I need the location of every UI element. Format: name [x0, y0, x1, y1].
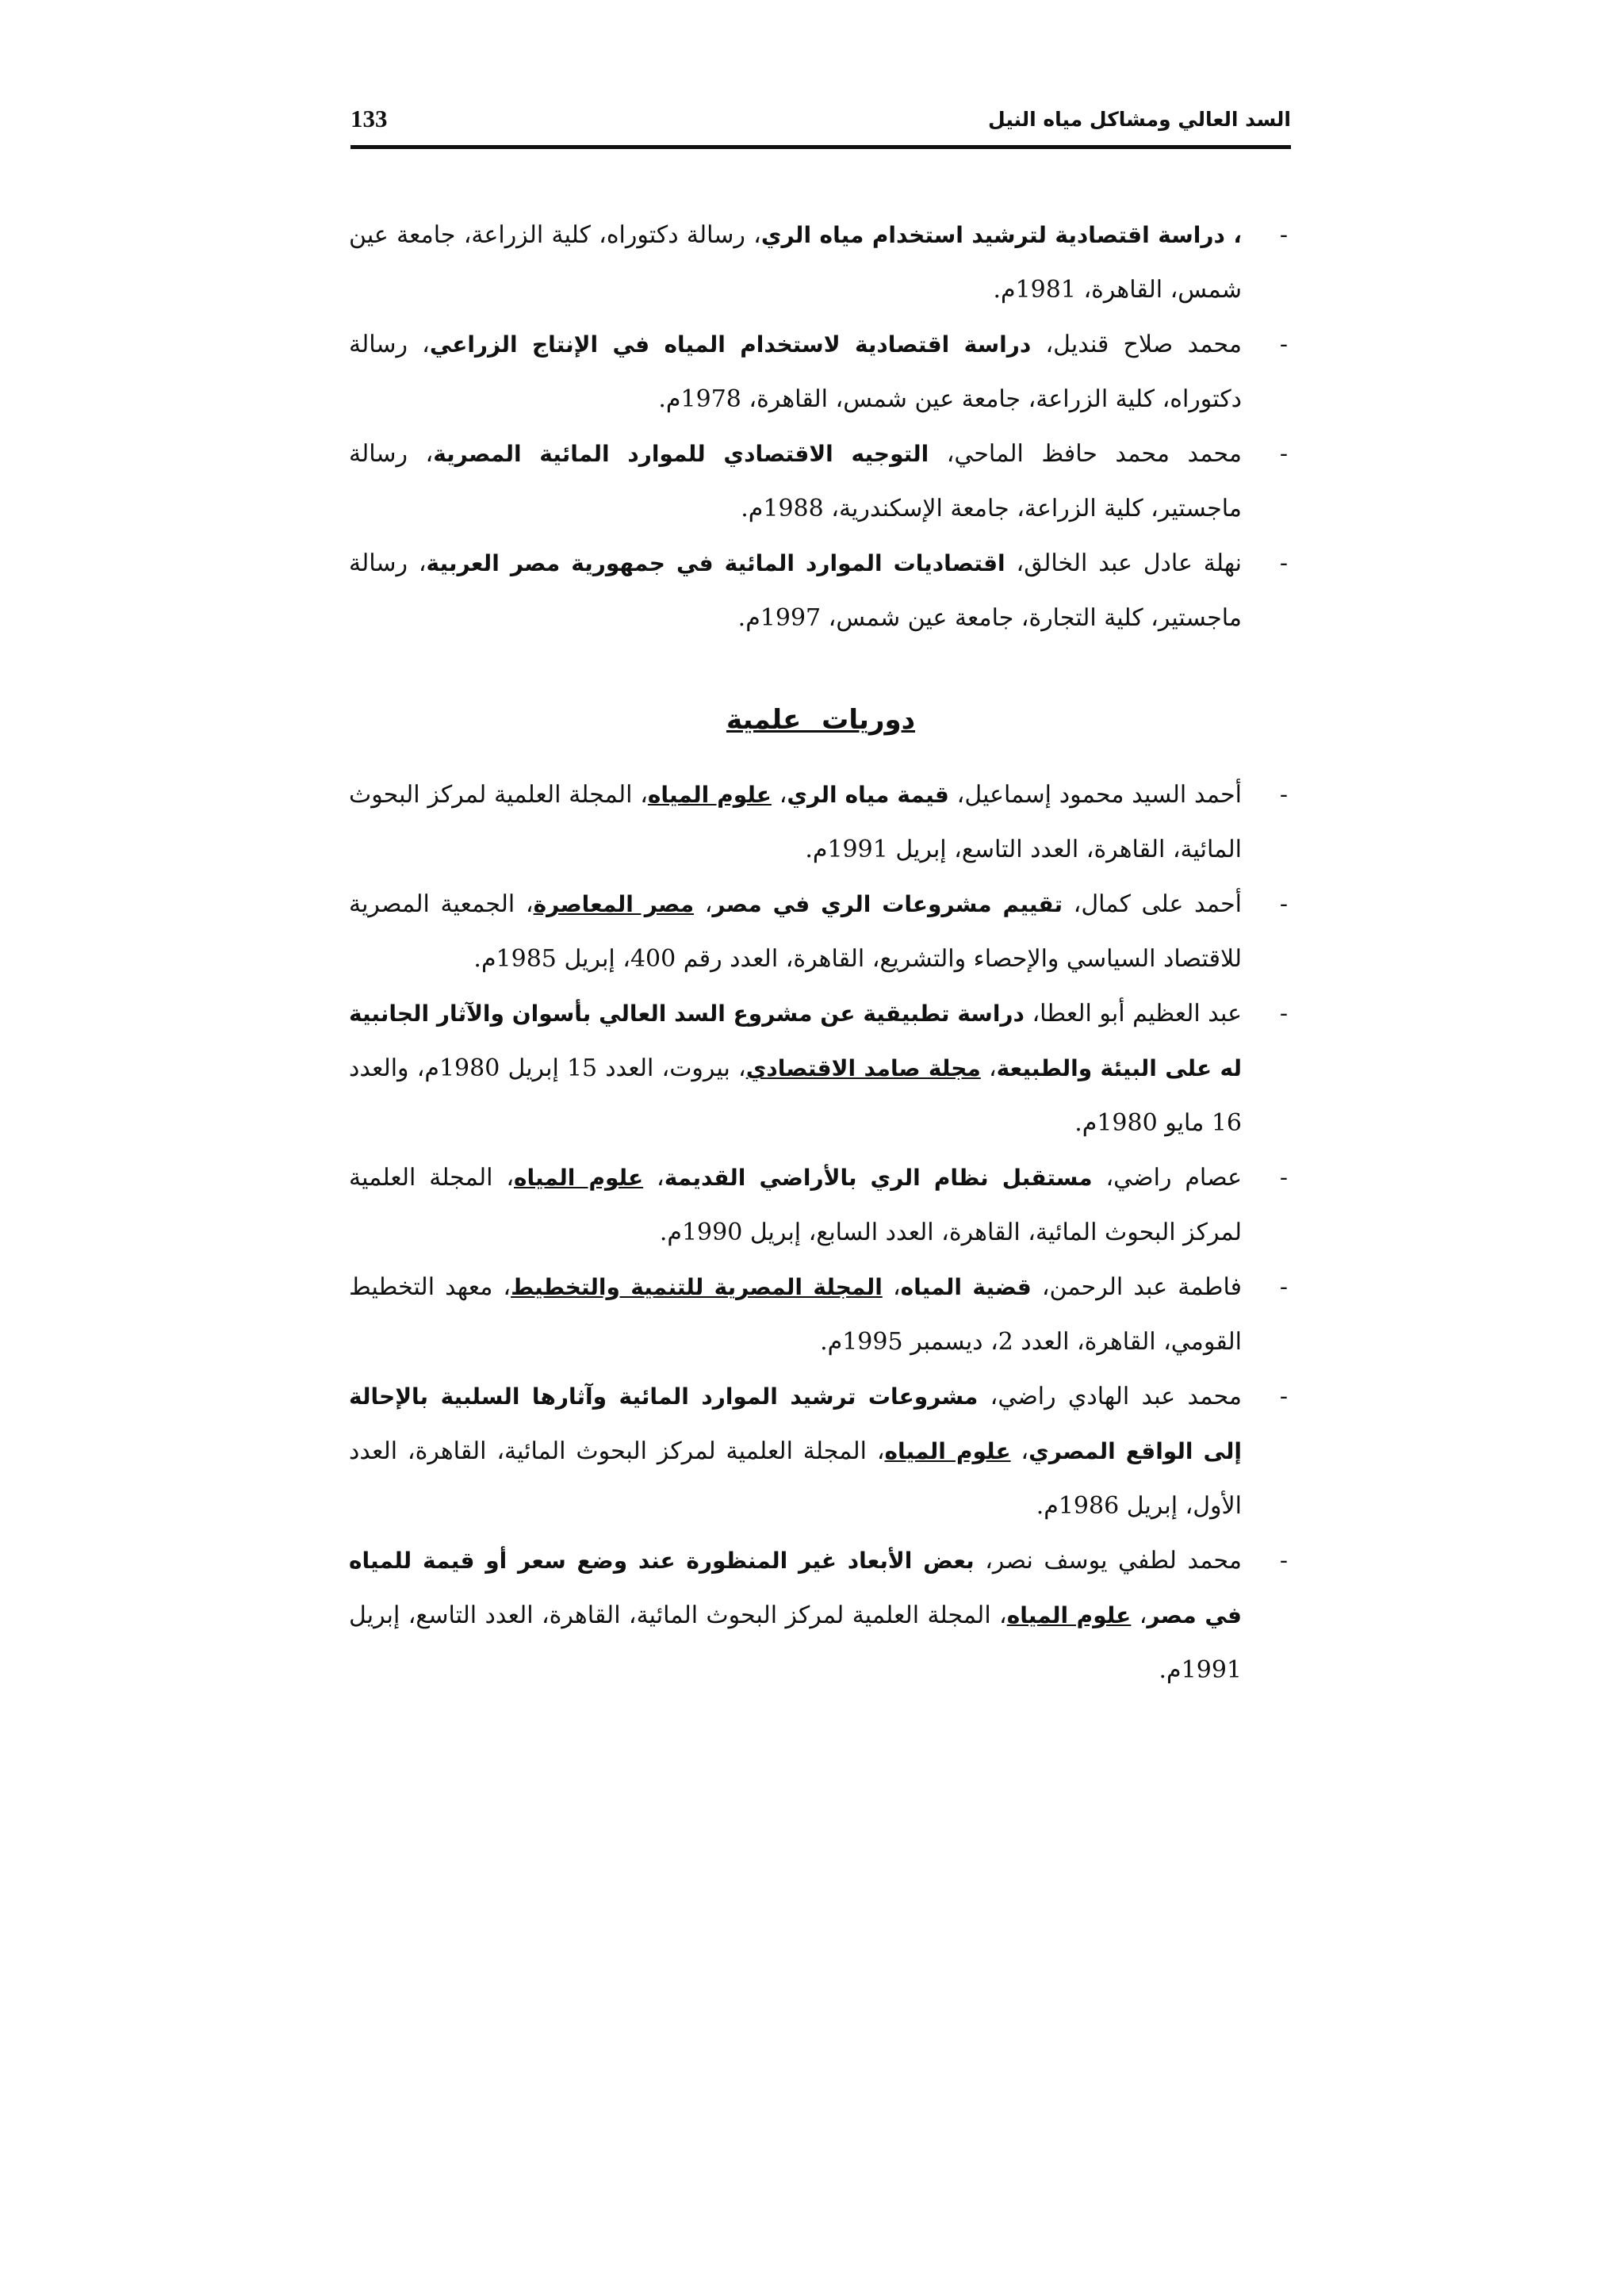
journal-name: علوم المياه [884, 1438, 1011, 1464]
reference-title: تقييم مشروعات الري في مصر [712, 891, 1063, 917]
journal-name: المجلة المصرية للتنمية والتخطيط [511, 1274, 883, 1300]
reference-title: ، دراسة اقتصادية لترشيد استخدام مياه الري [760, 222, 1242, 248]
reference-details: ، الجمعية المصرية للاقتصاد السياسي والإحصاء والتشريع، القاهرة، العدد رقم 400، إبريل 1985م. [349, 890, 1242, 973]
reference-author: محمد صلاح قنديل، [1031, 331, 1242, 358]
reference-author: محمد محمد حافظ الماحي، [929, 440, 1242, 468]
journal-name: علوم المياه [514, 1165, 644, 1191]
reference-entry [349, 427, 1288, 536]
reference-details: ، معهد التخطيط القومي، القاهرة، العدد 2، ديسمبر 1995م. [349, 1273, 1242, 1356]
list-bullet: - [1279, 440, 1288, 468]
header-rule [350, 145, 1291, 149]
reference-entry [349, 767, 1288, 877]
reference-details: ، المجلة العلمية لمركز البحوث المائية، القاهرة، العدد التاسع، إبريل 1991م. [349, 1601, 1242, 1684]
reference-author: نهلة عادل عبد الخالق، [1005, 549, 1242, 577]
list-bullet: - [1279, 1000, 1288, 1027]
reference-entry [349, 536, 1288, 645]
page-number: 133 [350, 105, 388, 132]
reference-title: دراسة اقتصادية لاستخدام المياه في الإنتاج الزراعي [429, 331, 1032, 358]
journal-name: مجلة صامد الاقتصادي [745, 1055, 981, 1081]
list-bullet: - [1279, 890, 1288, 918]
list-bullet: - [1279, 1273, 1288, 1301]
journal-name: علوم المياه [647, 782, 772, 808]
reference-title: بعض الأبعاد غير المنظورة عند وضع سعر أو قيمة للمياه في مصر [349, 1548, 1242, 1628]
reference-entry [349, 1533, 1288, 1697]
journal-name: علوم المياه [1006, 1602, 1132, 1628]
reference-title: اقتصاديات الموارد المائية في جمهورية مصر العربية [426, 550, 1005, 576]
list-bullet: - [1279, 331, 1288, 358]
reference-title: مستقبل نظام الري بالأراضي القديمة [664, 1165, 1093, 1191]
running-title: السد العالي ومشاكل مياه النيل [988, 108, 1291, 131]
separator: ، [694, 890, 713, 918]
reference-details: ، رسالة ماجستير، كلية التجارة، جامعة عين شمس، 1997م. [349, 549, 1242, 632]
separator: ، [1010, 1437, 1029, 1465]
reference-details: ، رسالة ماجستير، كلية الزراعة، جامعة الإسكندرية، 1988م. [349, 440, 1242, 522]
separator: ، [643, 1164, 665, 1192]
separator: ، [1131, 1601, 1147, 1629]
journal-name: مصر المعاصرة [533, 891, 695, 917]
reference-author: محمد لطفي يوسف نصر، [974, 1547, 1242, 1575]
reference-entry [349, 317, 1288, 427]
reference-entry [349, 1150, 1288, 1260]
reference-entry [349, 986, 1288, 1150]
reference-title: قيمة مياه الري [787, 782, 949, 808]
list-bullet: - [1279, 549, 1288, 577]
reference-author: أحمد على كمال، [1062, 890, 1243, 918]
reference-entry [349, 208, 1288, 317]
reference-details: ، المجلة العلمية لمركز البحوث المائية، القاهرة، العدد السابع، إبريل 1990م. [349, 1164, 1242, 1246]
separator: ، [882, 1273, 901, 1301]
separator: ، [980, 1054, 997, 1082]
reference-title: قضية المياه [900, 1274, 1032, 1300]
reference-details: ، رسالة دكتوراه، كلية الزراعة، جامعة عين شمس، القاهرة، 1978م. [349, 331, 1242, 413]
reference-author: أحمد السيد محمود إسماعيل، [948, 781, 1242, 809]
reference-details: ، المجلة العلمية لمركز البحوث المائية، القاهرة، العدد التاسع، إبريل 1991م. [349, 781, 1242, 863]
reference-details: ، رسالة دكتوراه، كلية الزراعة، جامعة عين شمس، القاهرة، 1981م. [349, 221, 1242, 304]
list-bullet: - [1279, 1547, 1288, 1575]
periodicals-list [349, 767, 1288, 1697]
theses-list [349, 208, 1288, 645]
reference-entry [349, 1260, 1288, 1369]
reference-author: عصام راضي، [1092, 1164, 1242, 1192]
reference-details: ، بيروت، العدد 15 إبريل 1980م، والعدد 16 مايو 1980م. [349, 1054, 1242, 1137]
reference-details: ، المجلة العلمية لمركز البحوث المائية، القاهرة، العدد الأول، إبريل 1986م. [349, 1437, 1242, 1520]
reference-title: مشروعات ترشيد الموارد المائية وآثارها السلبية بالإحالة إلى الواقع المصري [349, 1383, 1242, 1464]
separator: ، [771, 781, 787, 809]
list-bullet: - [1279, 221, 1288, 249]
list-bullet: - [1279, 781, 1288, 809]
list-bullet: - [1279, 1164, 1288, 1192]
reference-author: محمد عبد الهادي راضي، [978, 1383, 1243, 1410]
reference-title: دراسة تطبيقية عن مشروع السد العالي بأسوان والآثار الجانبية له على البيئة والطبيعة [349, 1001, 1242, 1081]
reference-title: التوجيه الاقتصادي للموارد المائية المصرية [433, 441, 929, 467]
reference-entry [349, 1369, 1288, 1533]
page-header [350, 101, 1291, 144]
reference-entry [349, 877, 1288, 986]
list-bullet: - [1279, 1383, 1288, 1410]
section-heading: دوريات علمية [726, 704, 916, 736]
reference-author: عبد العظيم أبو العطا، [1024, 1000, 1243, 1027]
reference-author: فاطمة عبد الرحمن، [1031, 1273, 1243, 1301]
